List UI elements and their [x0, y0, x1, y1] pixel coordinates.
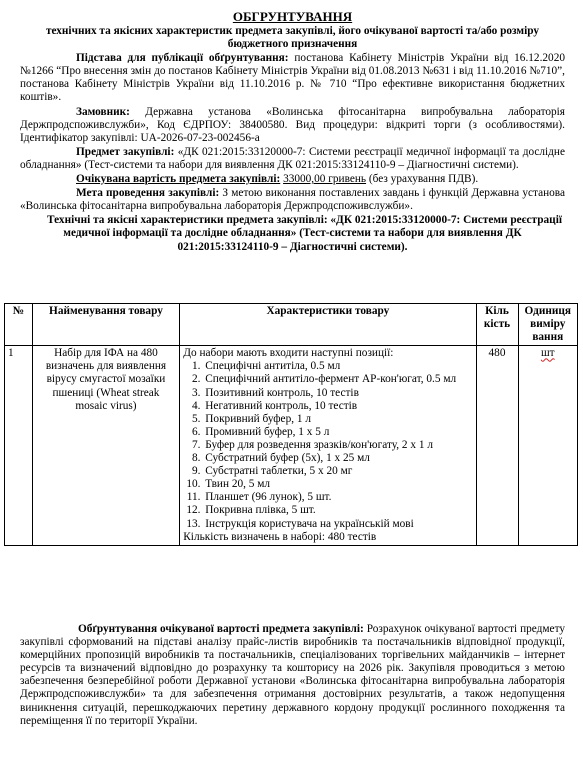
- header-specs: Характеристики товару: [180, 304, 476, 346]
- list-item: 7. Буфер для розведення зразків/кон'югату, 2 х 1 л: [203, 439, 472, 452]
- table-header-row: [5, 304, 578, 346]
- list-item: 4. Негативний контроль, 10 тестів: [203, 400, 472, 413]
- doc-subtitle: технічних та якісних характеристик предмета закупівлі, його очікуваної вартості та/або розміру бюджетного призначення: [45, 25, 540, 51]
- list-item: 2. Специфічний антитіло-фермент АР-кон'югат, 0.5 мл: [203, 373, 472, 386]
- list-item: 6. Промивний буфер, 1 х 5 л: [203, 426, 472, 439]
- header-num: №: [5, 304, 33, 346]
- subject-paragraph: [20, 146, 565, 172]
- subject-label: Предмет закупівлі:: [76, 145, 175, 158]
- doc-title: ОБГРУНТУВАННЯ: [232, 9, 353, 24]
- value-amount: 33000,00 гривень: [283, 173, 367, 186]
- list-item: 5. Покривний буфер, 1 л: [203, 413, 472, 426]
- header-qty: Кіль кість: [476, 304, 518, 346]
- specs-list: [183, 360, 472, 530]
- tech-heading: Технічні та якісні характеристики предмета закупівлі: «ДК 021:2015:33120000-7: Системи реєстрації медичної інформації та дослідне обладнання» (Тест-системи та набори для виявлення ДК 021:2015:33124110-9 – Діагностичні системи).: [47, 214, 562, 253]
- list-item: 1. Специфічні антитіла, 0.5 мл: [203, 360, 472, 373]
- basis-paragraph: [20, 52, 565, 104]
- list-item: 9. Субстратні таблетки, 5 х 20 мг: [203, 465, 472, 478]
- specs-footer: Кількість визначень в наборі: 480 тестів: [183, 530, 377, 543]
- list-item: 8. Субстратний буфер (5х), 1 х 25 мл: [203, 452, 472, 465]
- list-item: 10. Твин 20, 5 мл: [203, 478, 472, 491]
- purpose-paragraph: [20, 187, 565, 213]
- justification-section: [20, 623, 565, 729]
- justification-label: Обґрунтування очікуваної вартості предмета закупівлі:: [78, 623, 364, 635]
- basis-label: Підстава для публікації обґрунтування:: [76, 52, 289, 65]
- document-body: [20, 10, 565, 254]
- list-item: 13. Інструкція користувача на українській мові: [203, 518, 472, 531]
- row-unit-text: шт: [540, 347, 555, 360]
- row-name: Набір для ІФА на 480 визначень для виявлення вірусу смугастої мозаїки пшениці (Wheat streak mosaic virus): [32, 346, 180, 545]
- value-label: Очікувана вартість предмета закупівлі:: [76, 173, 281, 186]
- justification-paragraph: [20, 623, 565, 728]
- row-qty: 480: [476, 346, 518, 545]
- list-item: 12. Покривна плівка, 5 шт.: [203, 504, 472, 517]
- header-name: Найменування товару: [32, 304, 180, 346]
- purpose-text: З метою виконання поставлених завдань і функцій Державна установа «Волинська фітосанітарна випробувальна лабораторія Держпродспоживслужби».: [20, 187, 565, 213]
- customer-label: Замовник:: [76, 105, 130, 118]
- basis-text: постанова Кабінету Міністрів України від 16.12.2020 №1266 “Про внесення змін до постанов Кабінету Міністрів України від 01.08.2013 №631 і від 11.10.2016 №710”, постанова Кабінету Міністрів України від 11.10.2016 р. № 710 “Про ефективне використання бюджетних коштів».: [20, 52, 565, 104]
- row-num: 1: [5, 346, 33, 545]
- subject-text: «ДК 021:2015:33120000-7: Системи реєстрації медичної інформації та дослідне обладнання» (Тест-системи та набори для виявлення ДК 021:2015:33124110-9 – Діагностичні системи).: [20, 145, 565, 171]
- header-unit: Одиниця виміру вання: [518, 304, 577, 346]
- customer-paragraph: [20, 106, 565, 145]
- list-item: 11. Планшет (96 лунок), 5 шт.: [203, 491, 472, 504]
- value-paragraph: [20, 173, 565, 186]
- justification-text: Розрахунок очікуваної вартості предмету закупівлі сформований на підставі аналізу прайс-листів виробників та постачальників відповідної продукції, комерційних пропозицій виробників та постачальників, спеціалізованих торгівельних майданчиків – інтернет ресурсів та визначений відповідно до розрахунку та кошторису на 2026 рік. Закупівля проводиться з метою забезпечення безперебійної роботи Державної установи «Волинська фітосанітарна випробувальна лабораторія Держпродспоживслужби» та для забезпечення отримання достовірних результатів, а також недопущення виникнення ситуацій, перешкоджаючих перетину державного кордону продукції рослинного походження та переміщення її по території України.: [20, 623, 565, 727]
- row-specs: [180, 346, 476, 545]
- list-item: 3. Позитивний контроль, 10 тестів: [203, 387, 472, 400]
- purpose-label: Мета проведення закупівлі:: [76, 187, 220, 200]
- specs-table: [4, 303, 578, 546]
- value-note: (без урахування ПДВ).: [366, 173, 479, 186]
- specs-intro: До набори мають входити наступні позиції:: [183, 347, 394, 360]
- customer-text: Державна установа «Волинська фітосанітарна випробувальна лабораторія Держпродспоживслужби», Код ЄДРПОУ: 38400580. Вид процедури: відкриті торги (з особливостями). Ідентифікатор закупівлі: UA-2026-07-23-002456-a: [20, 105, 565, 144]
- row-unit: [518, 346, 577, 545]
- table-row: [5, 346, 578, 545]
